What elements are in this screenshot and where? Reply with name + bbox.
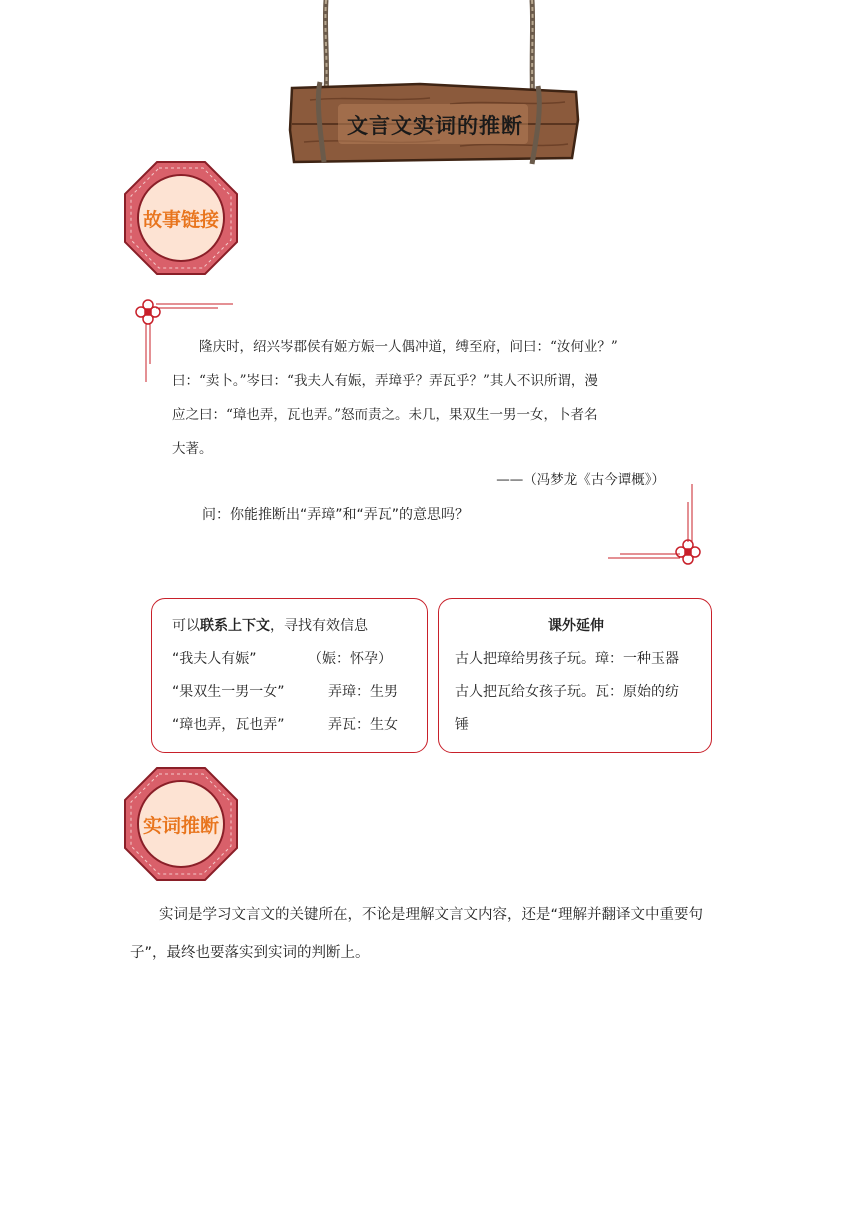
context-clue-box <box>151 598 428 753</box>
title-sign <box>280 0 590 175</box>
clue-note: 弄瓦：生女 <box>328 717 398 733</box>
clue-quote: “璋也弄，瓦也弄” <box>172 717 285 733</box>
story-line: 曰：“卖卜。”岑曰：“我夫人有娠，弄璋乎？弄瓦乎？”其人不识所谓，漫 <box>172 373 598 389</box>
intro-paragraph: 实词是学习文言文的关键所在，不论是理解文言文内容，还是“理解并翻译文中重要句子”，最终也要落实到实词的判断上。 <box>130 907 704 961</box>
clue-note: 弄璋：生男 <box>328 684 398 700</box>
clue-quote: “我夫人有娠” <box>172 651 257 667</box>
section-label-story: 故事链接 <box>142 208 219 231</box>
intro-text: 可以 <box>172 618 200 634</box>
story-question: 问：你能推断出“弄璋”和“弄瓦”的意思吗？ <box>202 507 470 523</box>
clue-note: （娠：怀孕） <box>308 651 392 667</box>
context-intro <box>172 615 427 648</box>
extension-line: 古人把璋给男孩子玩。璋：一种玉器 <box>455 651 679 667</box>
clue-row <box>172 648 427 681</box>
extension-line: 锤 <box>455 717 469 733</box>
section-badge-inference <box>123 766 239 882</box>
corner-flourish-icon <box>600 482 710 572</box>
extension-title: 课外延伸 <box>548 618 604 634</box>
story-line: 大著。 <box>172 441 213 457</box>
clue-row <box>172 681 427 714</box>
clue-row <box>172 714 427 747</box>
intro-text: ，寻找有效信息 <box>270 618 368 634</box>
extension-box <box>438 598 712 753</box>
page-title: 文言文实词的推断 <box>347 114 523 138</box>
intro-highlight: 联系上下文 <box>200 618 270 634</box>
extension-line: 古人把瓦给女孩子玩。瓦：原始的纺 <box>455 684 679 700</box>
story-line: 隆庆时，绍兴岑郡侯有姬方娠一人偶冲道，缚至府，问曰：“汝何业？” <box>199 339 618 355</box>
section-badge-story <box>123 160 239 276</box>
wood-sign-graphic <box>280 0 590 175</box>
clue-quote: “果双生一男一女” <box>172 684 285 700</box>
story-line: 应之曰：“璋也弄，瓦也弄。”怒而责之。未几，果双生一男一女，卜者名 <box>172 407 598 423</box>
story-passage <box>172 330 672 466</box>
story-source: ——（冯梦龙《古今谭概》） <box>496 472 665 488</box>
section-label-inference: 实词推断 <box>142 814 219 837</box>
